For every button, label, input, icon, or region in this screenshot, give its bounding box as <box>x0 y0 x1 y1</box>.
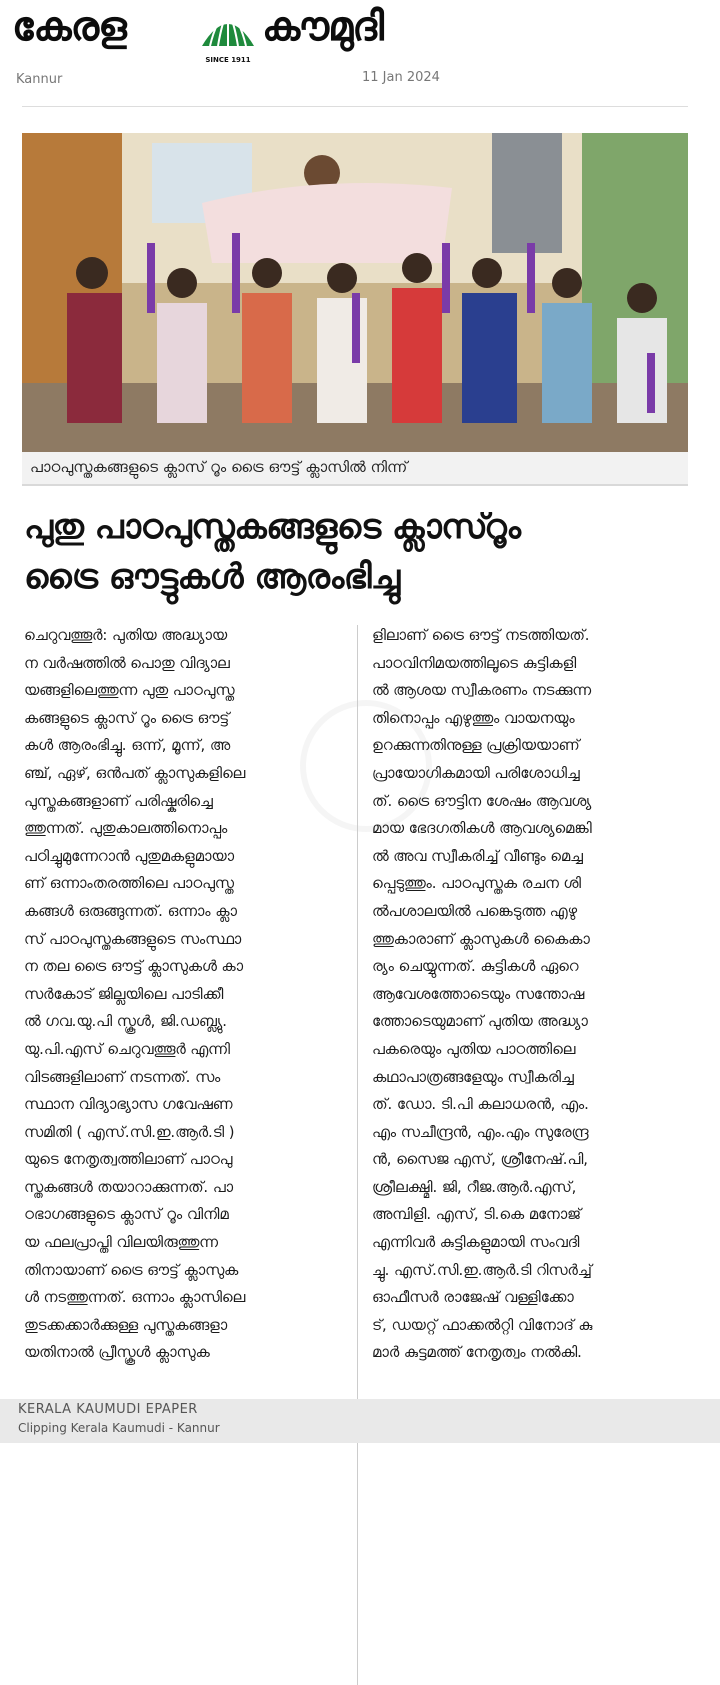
article-line: വിടങ്ങളിലാണ് നടന്നത്. സം <box>24 1068 221 1086</box>
article-line: പാഠവിനിമയത്തിലൂടെ കുട്ടികളി <box>372 654 577 672</box>
article-line: പ്രായോഗികമായി പരിശോധിച്ച <box>372 764 580 782</box>
article-line: പുസ്തകങ്ങളാണ് പരിഷ്കരിച്ചെ <box>24 792 213 810</box>
article-line: സ്ഥാന വിദ്യാഭ്യാസ ഗവേഷണ <box>24 1096 233 1114</box>
article-line: ളിലാണ് ട്രൈ ഔട്ട് നടത്തിയത്. <box>372 627 590 644</box>
column-divider <box>357 625 358 1685</box>
article-line: ത്തോടെയുമാണ് പുതിയ അദ്ധ്യാ <box>372 1013 588 1031</box>
masthead-divider <box>22 106 688 107</box>
article-line: പ്പെടുത്തും. പാഠപുസ്തക രചന ശി <box>372 875 581 893</box>
epaper-footer <box>0 1399 720 1443</box>
photo-caption <box>22 452 688 486</box>
footer-clipping-source: Clipping Kerala Kaumudi - Kannur <box>18 1421 220 1435</box>
article-line: ന തല ട്രൈ ഔട്ട് ക്ലാസുകൾ കാ <box>24 958 244 976</box>
article-line: കങ്ങളുടെ ക്ലാസ് റൂം ട്രൈ ഔട്ട് <box>24 709 230 727</box>
article-line: ൽപശാലയിൽ പങ്കെടുത്ത എഴു <box>372 902 577 920</box>
edition-place: Kannur <box>16 72 63 87</box>
article-line: ൾ നടത്തുന്നത്. ഒന്നാം ക്ലാസിലെ <box>24 1289 246 1307</box>
article-headline <box>24 502 694 602</box>
article-line: സമിതി ( എസ്.സി.ഇ.ആർ.ടി ) <box>24 1123 235 1141</box>
article-line: ച്ചു. എസ്.സി.ഇ.ആർ.ടി റിസർച്ച് <box>372 1261 592 1279</box>
article-line: ൽ ആശയ സ്വീകരണം നടക്കുന്ന <box>372 682 591 700</box>
article-line: യുടെ നേതൃത്വത്തിലാണ് പാഠപു <box>24 1151 233 1169</box>
article-line: ആവേശത്തോടെയും സന്തോഷ <box>372 985 585 1003</box>
article-line: തുടക്കക്കാർക്കുള്ള പുസ്തകങ്ങളാ <box>24 1316 228 1334</box>
article-line: ണ് ഒന്നാംതരത്തിലെ പാഠപുസ്ത <box>24 875 234 893</box>
article-line: ൻ, സൈജ എസ്, ശ്രീനേഷ്.പി, <box>372 1151 589 1169</box>
article-line: ശ്രീലക്ഷ്മി. ജി, റീജ.ആർ.എസ്, <box>372 1178 577 1196</box>
article-column-1 <box>24 622 336 1367</box>
article-line: പഠിച്ചുമുന്നേറാൻ പുതുമകളുമായാ <box>24 847 234 865</box>
article-line: മായ ഭേദഗതികൾ ആവശ്യമെങ്കി <box>372 820 592 838</box>
article-line: ഞ്ച്, ഏഴ്, ഒൻപത് ക്ലാസുകളിലെ <box>24 764 246 782</box>
article-line: ന വർഷത്തിൽ പൊതു വിദ്യാല <box>24 654 230 672</box>
article-line: യു.പി.എസ് ചെറുവത്തൂർ എന്നി <box>24 1040 230 1058</box>
footer-publisher: KERALA KAUMUDI EPAPER <box>18 1402 198 1417</box>
brand-name-right: കൗമുദി <box>262 4 384 50</box>
edition-date: 11 Jan 2024 <box>362 70 440 85</box>
article-line: ത്. ട്രൈ ഔട്ടിന ശേഷം ആവശ്യ <box>372 792 592 810</box>
article-line: ഉറക്കുന്നതിനുള്ള പ്രക്രിയയാണ് <box>372 737 580 755</box>
article-line: കഥാപാത്രങ്ങളേയും സ്വീകരിച്ച <box>372 1068 574 1086</box>
article-line: എം സചീന്ദ്രൻ, എം.എം സുരേന്ദ്ര <box>372 1123 589 1141</box>
article-line: ചെറുവത്തൂർ: പുതിയ അദ്ധ്യായ <box>24 627 227 644</box>
article-line: ത്. ഡോ. ടി.പി കലാധരൻ, എം. <box>372 1096 589 1114</box>
headline-line-2: ട്രൈ ഔട്ടുകൾ ആരംഭിച്ചു <box>24 557 400 597</box>
article-line: സർകോട് ജില്ലയിലെ പാടിക്കീ <box>24 985 224 1003</box>
article-line: ഓഫീസർ രാജേഷ് വള്ളിക്കോ <box>372 1289 574 1307</box>
article-line: യതിനാൽ പ്രീസ്കൂൾ ക്ലാസുക <box>24 1344 210 1362</box>
article-line: കൾ ആരംഭിച്ചു. ഒന്ന്, മൂന്ന്, അ <box>24 737 230 755</box>
article-line: കങ്ങൾ ഒരുങ്ങുന്നത്. ഒന്നാം ക്ലാ <box>24 902 237 920</box>
article-line: സ് പാഠപുസ്തകങ്ങളുടെ സംസ്ഥാ <box>24 930 242 948</box>
article-column-2 <box>372 622 684 1367</box>
article-line: ട്, ഡയറ്റ് ഫാക്കൽറ്റി വിനോദ് കു <box>372 1316 593 1334</box>
article-line: ര്യം ചെയ്യുന്നത്. കുട്ടികൾ ഏറെ <box>372 958 579 976</box>
article-line: യ ഫലപ്രാപ്തി വിലയിരുത്തുന്ന <box>24 1234 218 1252</box>
headline-line-1: പുതു പാഠപുസ്തകങ്ങളുടെ ക്ലാസ്റൂം <box>24 507 521 547</box>
brand-name-left: കേരള <box>12 4 126 50</box>
article-line: ത്തുന്നത്. പുതുകാലത്തിനൊപ്പം <box>24 820 228 838</box>
masthead <box>0 0 720 108</box>
article-line: ഠഭാഗങ്ങളുടെ ക്ലാസ് റൂം വിനിമ <box>24 1206 229 1224</box>
article-line: യങ്ങളിലെത്തുന്ന പുതു പാഠപുസ്ത <box>24 682 235 700</box>
article-line: അമ്പിളി. എസ്, ടി.കെ മനോജ് <box>372 1206 581 1224</box>
photo-caption-text: പാഠപുസ്തകങ്ങളുടെ ക്ലാസ് റൂം ട്രൈ ഔട്ട് ക്ലാസിൽ നിന്ന് <box>30 458 408 476</box>
article-line: സ്തകങ്ങൾ തയാറാക്കുന്നത്. പാ <box>24 1178 233 1196</box>
article-line: ത്തുകാരാണ് ക്ലാസുകൾ കൈകാ <box>372 930 590 948</box>
article-line: തിനൊപ്പം എഴുത്തും വായനയും <box>372 709 575 727</box>
classroom-photo-icon <box>22 133 688 452</box>
article-line: പകരെയും പുതിയ പാഠത്തിലെ <box>372 1040 576 1058</box>
article-line: ൽ ഗവ.യു.പി സ്കൂൾ, ജി.ഡബ്ല്യു. <box>24 1013 227 1031</box>
classroom-photo <box>22 133 688 452</box>
article-line: മാർ കുട്ടമത്ത് നേതൃത്വം നൽകി. <box>372 1344 582 1362</box>
article-line: തിനായാണ് ട്രൈ ഔട്ട് ക്ലാസുക <box>24 1261 239 1279</box>
since-label: SINCE 1911 <box>205 56 251 64</box>
article-line: എന്നിവർ കുട്ടികളുമായി സംവദി <box>372 1234 580 1252</box>
article-line: ൽ അവ സ്വീകരിച്ച് വീണ്ടും മെച്ച <box>372 847 583 865</box>
